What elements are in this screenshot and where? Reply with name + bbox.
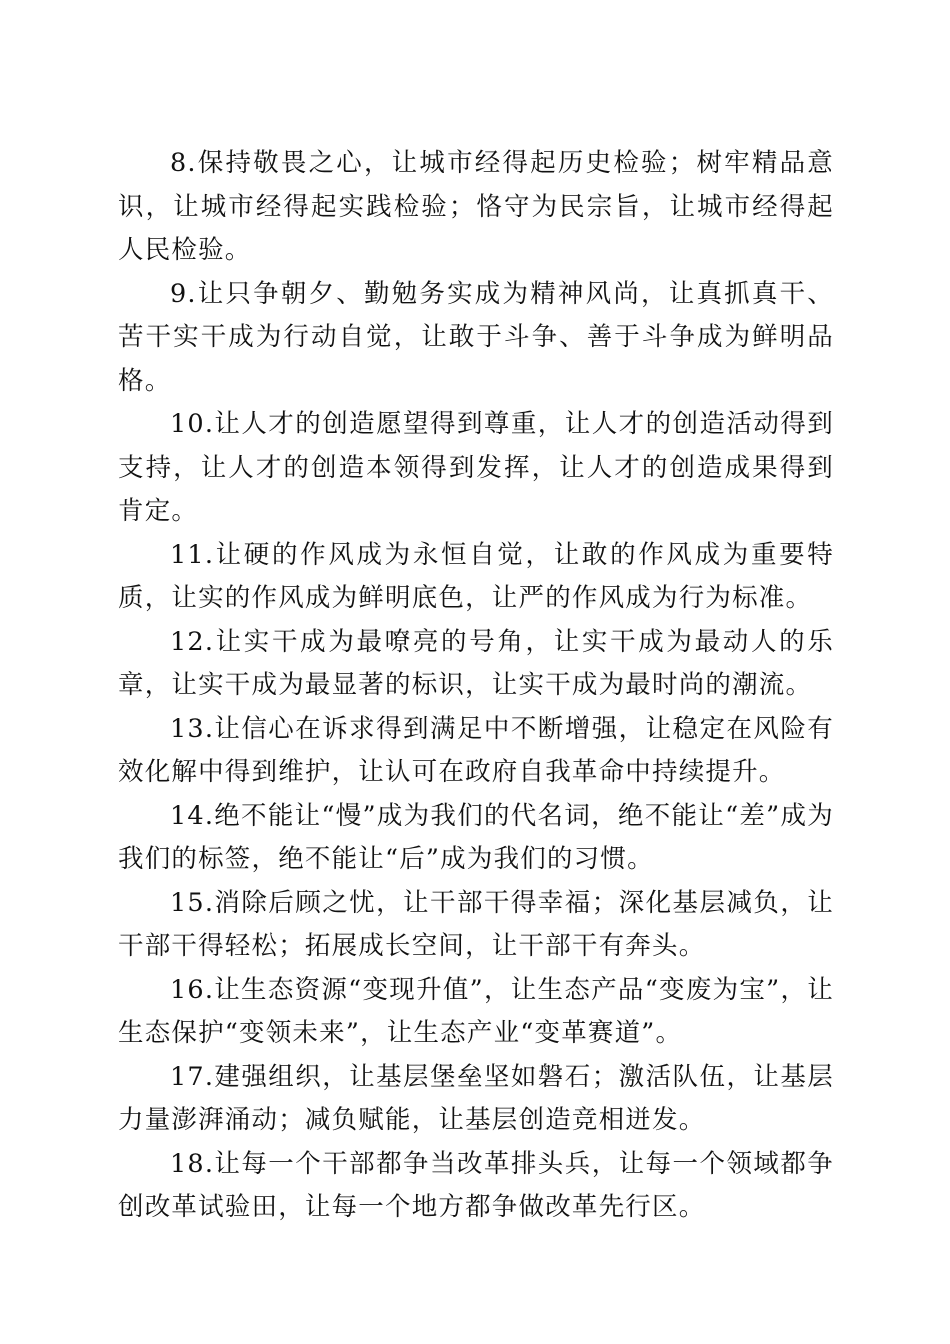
paragraph-17: 17.建强组织，让基层堡垒坚如磐石；激活队伍，让基层力量澎湃涌动；减负赋能，让基层创造竞相迸发。	[118, 1061, 834, 1135]
document-body	[118, 142, 834, 1230]
paragraph-11: 11.让硬的作风成为永恒自觉，让敢的作风成为重要特质，让实的作风成为鲜明底色，让严的作风成为行为标准。	[118, 539, 834, 613]
paragraph-16: 16.让生态资源“变现升值”，让生态产品“变废为宝”，让生态保护“变领未来”，让生态产业“变革赛道”。	[118, 974, 834, 1048]
paragraph-12: 12.让实干成为最嘹亮的号角，让实干成为最动人的乐章，让实干成为最显著的标识，让实干成为最时尚的潮流。	[118, 626, 834, 700]
paragraph-10: 10.让人才的创造愿望得到尊重，让人才的创造活动得到支持，让人才的创造本领得到发挥，让人才的创造成果得到肯定。	[118, 409, 834, 526]
paragraph-8: 8.保持敬畏之心，让城市经得起历史检验；树牢精品意识，让城市经得起实践检验；恪守为民宗旨，让城市经得起人民检验。	[118, 148, 834, 265]
paragraph-18: 18.让每一个干部都争当改革排头兵，让每一个领域都争创改革试验田，让每一个地方都争做改革先行区。	[118, 1148, 834, 1222]
paragraph-13: 13.让信心在诉求得到满足中不断增强，让稳定在风险有效化解中得到维护，让认可在政府自我革命中持续提升。	[118, 713, 834, 787]
paragraph-9: 9.让只争朝夕、勤勉务实成为精神风尚，让真抓真干、苦干实干成为行动自觉，让敢于斗争、善于斗争成为鲜明品格。	[118, 278, 834, 396]
paragraph-14: 14.绝不能让“慢”成为我们的代名词，绝不能让“差”成为我们的标签，绝不能让“后”成为我们的习惯。	[118, 800, 834, 874]
paragraph-15: 15.消除后顾之忧，让干部干得幸福；深化基层减负，让干部干得轻松；拓展成长空间，让干部干有奔头。	[118, 887, 834, 961]
